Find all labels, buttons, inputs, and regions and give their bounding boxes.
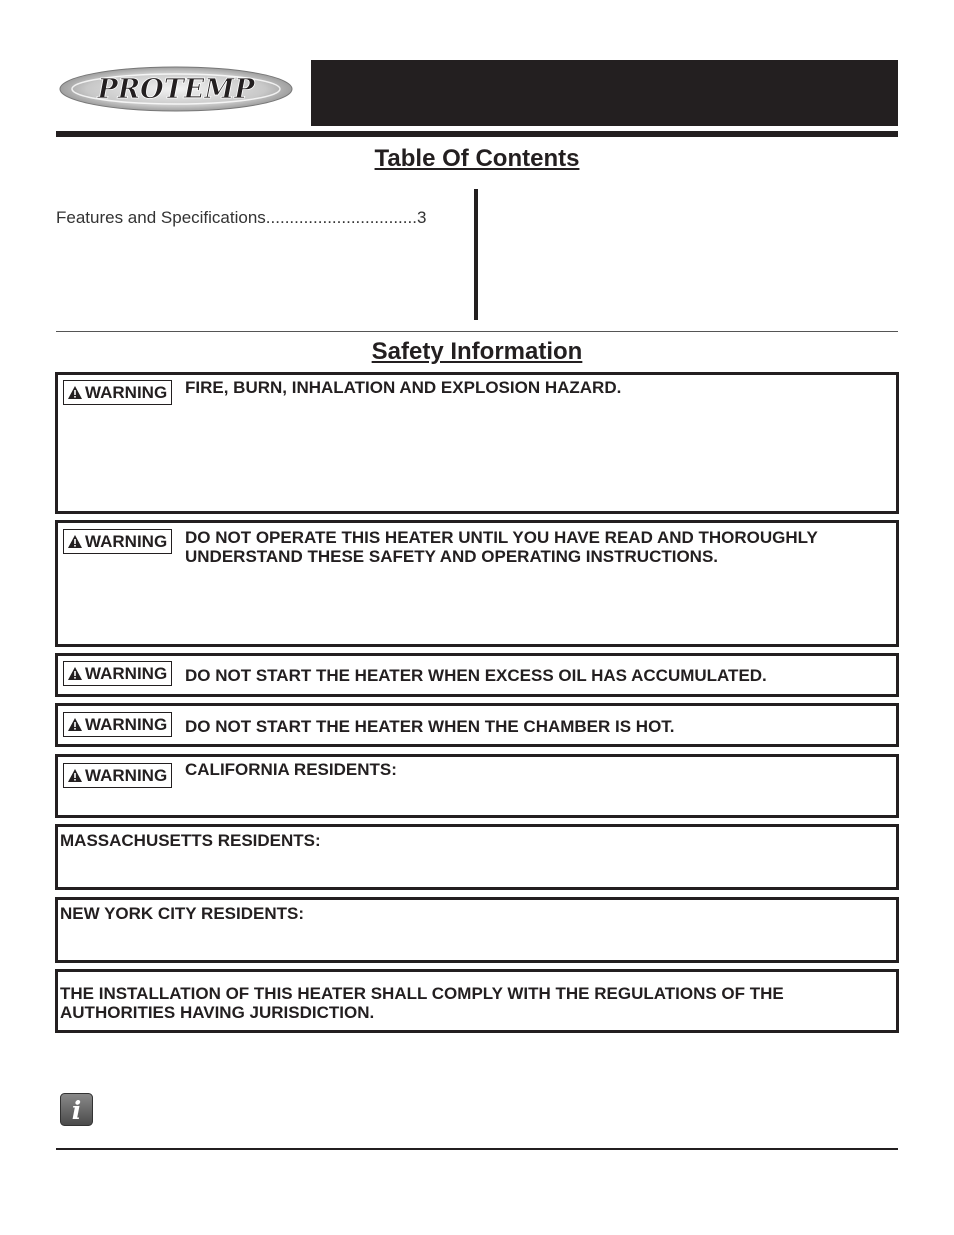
warning-text: FIRE, BURN, INHALATION AND EXPLOSION HAZARD. bbox=[185, 378, 622, 397]
warning-text: CALIFORNIA RESIDENTS: bbox=[185, 760, 397, 779]
warning-label: WARNING bbox=[85, 663, 168, 683]
toc-column-divider bbox=[474, 189, 478, 320]
header-rule bbox=[56, 131, 898, 137]
safety-title: Safety Information bbox=[371, 338, 583, 365]
warning-box-read-instructions bbox=[55, 520, 899, 647]
svg-text:i: i bbox=[71, 1096, 82, 1125]
warning-badge bbox=[63, 661, 172, 686]
header-bar bbox=[311, 60, 898, 126]
notice-text: MASSACHUSETTS RESIDENTS: bbox=[60, 831, 321, 850]
warning-triangle-icon bbox=[67, 534, 83, 549]
warning-badge bbox=[63, 712, 172, 737]
toc-title: Table Of Contents bbox=[374, 145, 580, 172]
warning-text: DO NOT START THE HEATER WHEN THE CHAMBER IS HOT. bbox=[185, 717, 675, 736]
warning-triangle-icon bbox=[67, 385, 83, 400]
warning-triangle-icon bbox=[67, 717, 83, 732]
warning-label: WARNING bbox=[85, 382, 168, 402]
warning-label: WARNING bbox=[85, 531, 168, 551]
warning-text: DO NOT START THE HEATER WHEN EXCESS OIL HAS ACCUMULATED. bbox=[185, 666, 767, 685]
protemp-logo bbox=[58, 60, 296, 118]
warning-badge bbox=[63, 529, 172, 554]
toc-entry-leader: ................................ bbox=[265, 208, 417, 227]
toc-entry-features[interactable] bbox=[56, 208, 426, 228]
section-divider bbox=[56, 331, 898, 332]
toc-entry-page: 3 bbox=[416, 208, 427, 227]
warning-box-chamber-hot bbox=[55, 703, 899, 747]
info-icon bbox=[60, 1093, 93, 1126]
warning-triangle-icon bbox=[67, 768, 83, 783]
notice-box-massachusetts bbox=[55, 824, 899, 890]
warning-triangle-icon bbox=[67, 666, 83, 681]
notice-text: THE INSTALLATION OF THIS HEATER SHALL COMPLY WITH THE REGULATIONS OF THE AUTHORITIES HAVING JURISDICTION. bbox=[60, 984, 784, 1022]
warning-badge bbox=[63, 763, 172, 788]
notice-box-new-york-city bbox=[55, 897, 899, 963]
notice-box-installation bbox=[55, 969, 899, 1033]
warning-box-california bbox=[55, 754, 899, 818]
notice-text: NEW YORK CITY RESIDENTS: bbox=[60, 904, 305, 923]
brand-wordmark: PROTEMP bbox=[97, 74, 255, 105]
footer-rule bbox=[56, 1148, 898, 1150]
warning-text: DO NOT OPERATE THIS HEATER UNTIL YOU HAVE READ AND THOROUGHLY UNDERSTAND THESE SAFETY AND OPERATING INSTRUCTIONS. bbox=[185, 528, 818, 566]
warning-label: WARNING bbox=[85, 765, 168, 785]
toc-entry-label: Features and Specifications bbox=[56, 208, 266, 227]
warning-box-excess-oil bbox=[55, 653, 899, 697]
warning-label: WARNING bbox=[85, 714, 168, 734]
warning-box-fire-hazard bbox=[55, 372, 899, 514]
warning-badge bbox=[63, 380, 172, 405]
